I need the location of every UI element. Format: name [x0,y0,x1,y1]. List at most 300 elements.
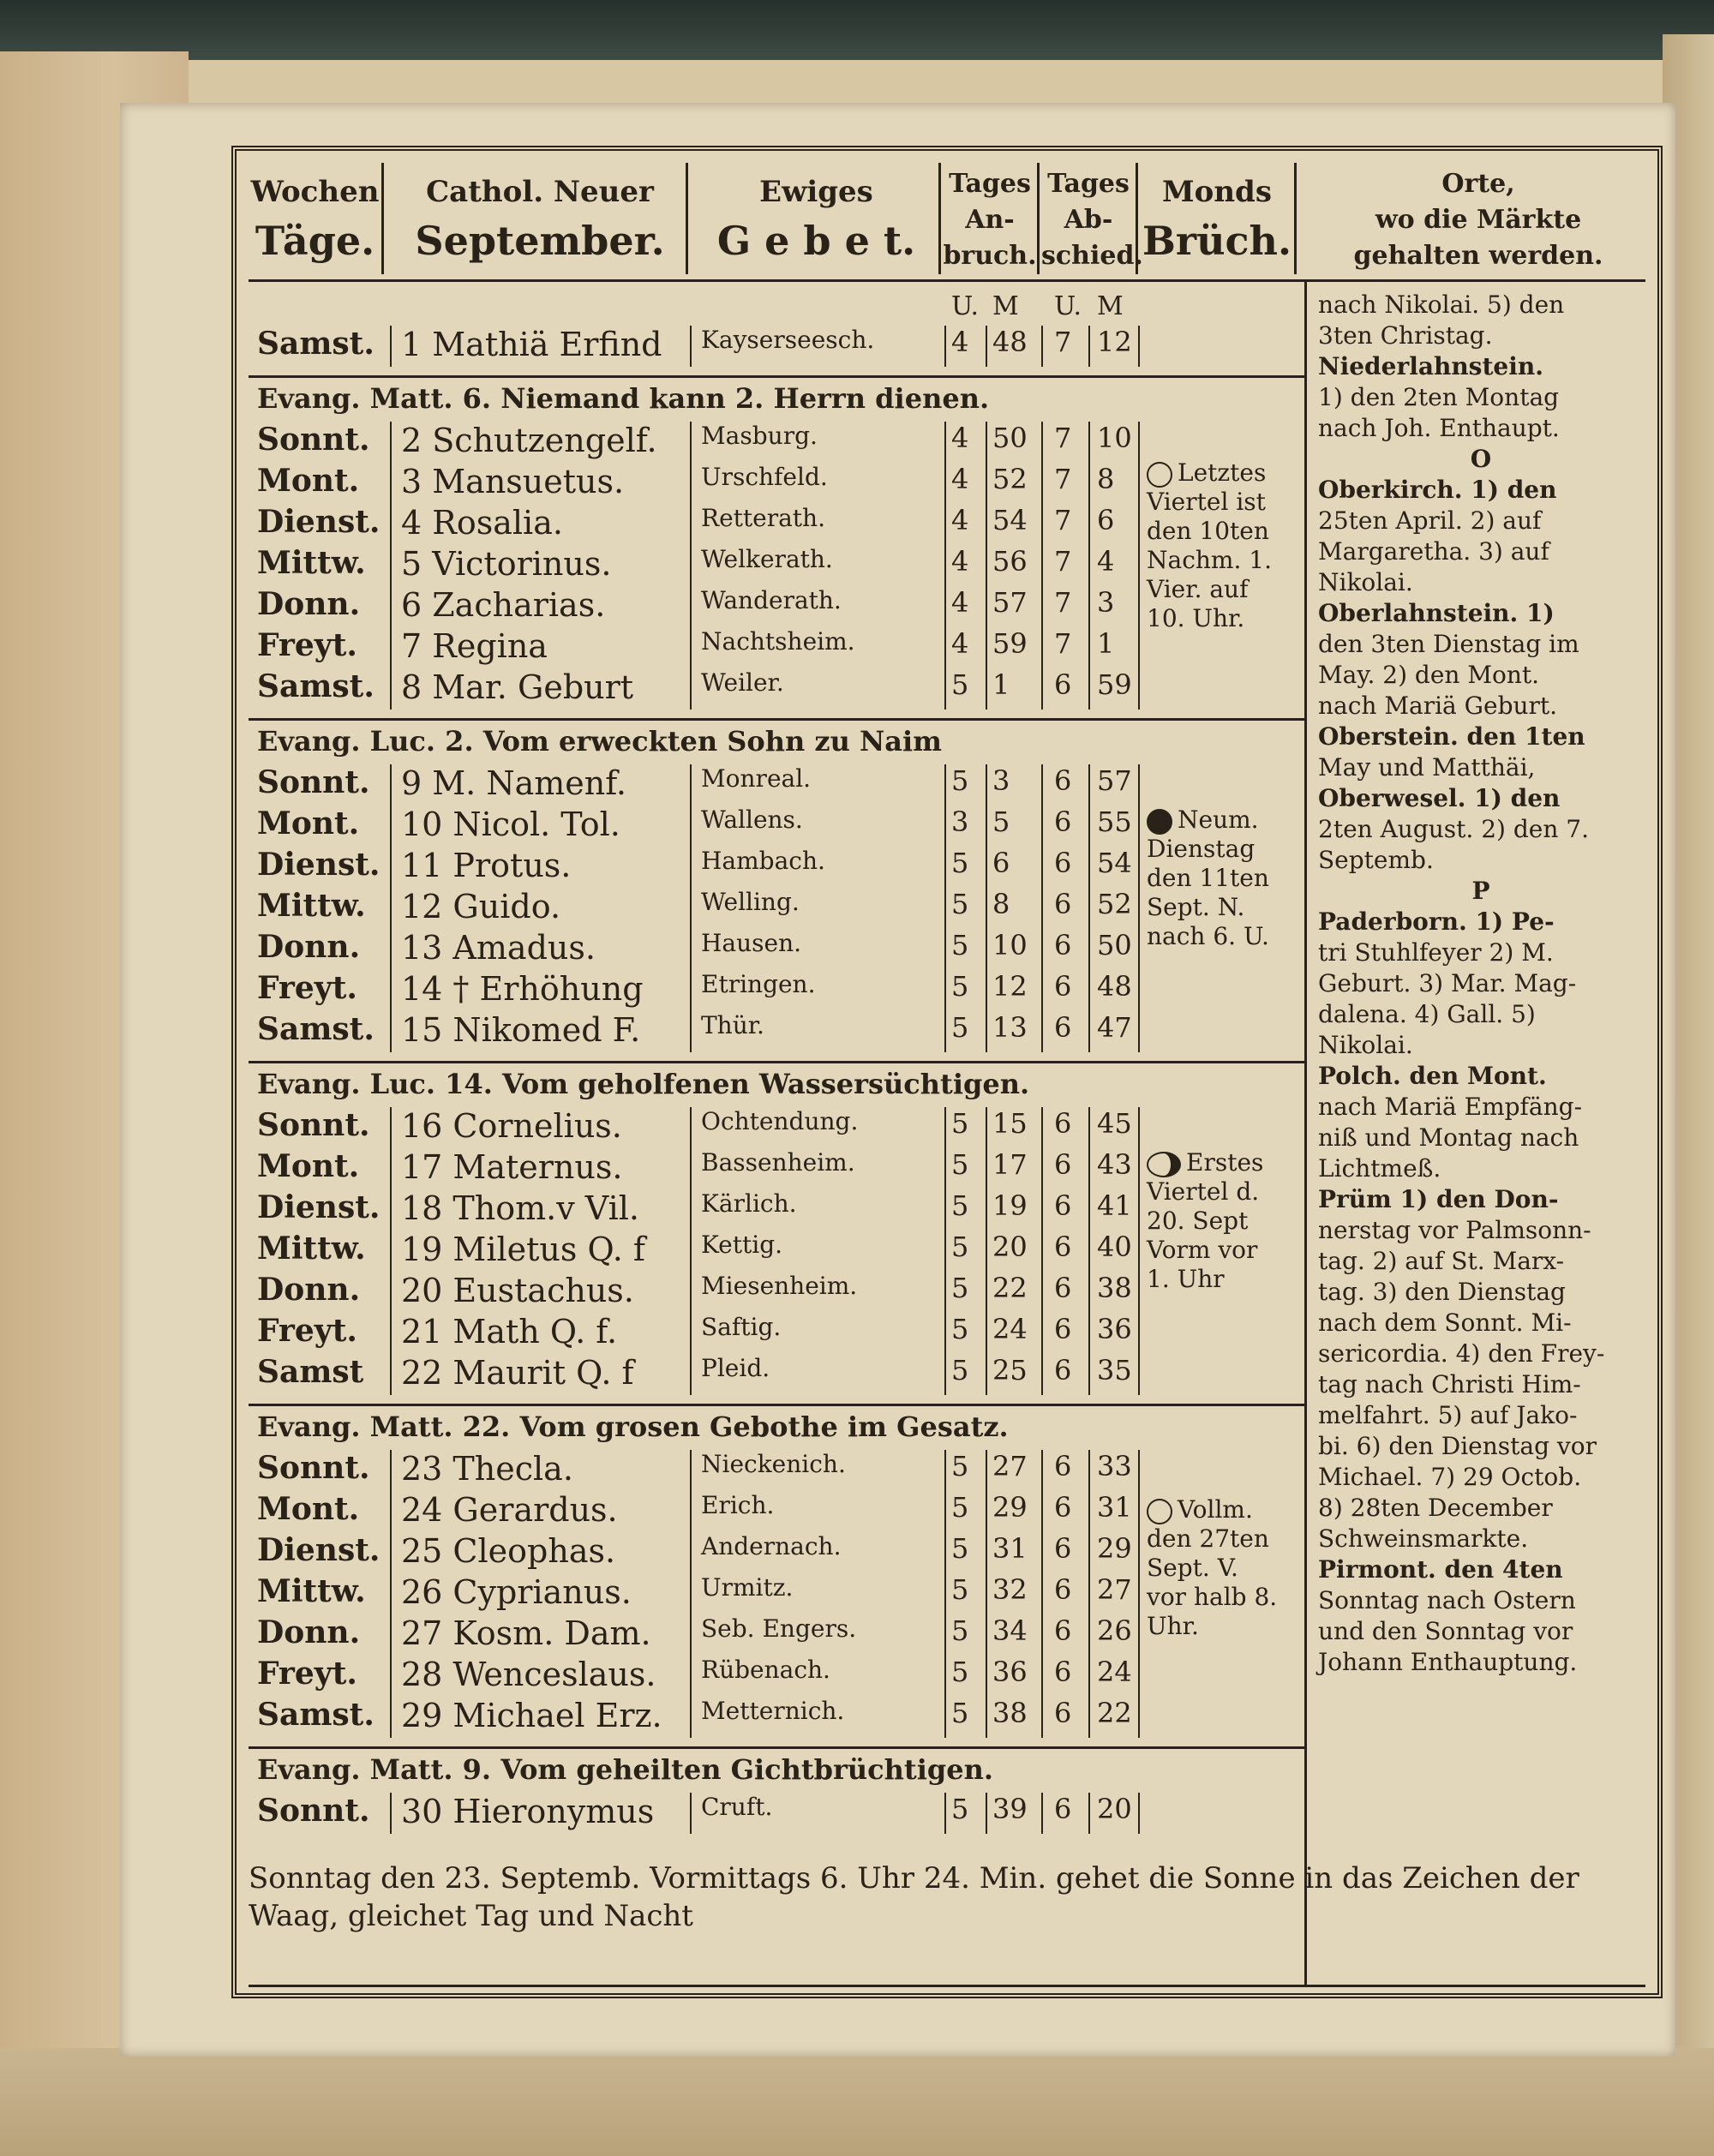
weekday: Sonnt. [257,1793,370,1829]
column-divider [1138,422,1140,463]
column-divider [690,1189,692,1231]
column-divider [1088,929,1090,970]
column-divider [986,627,987,668]
column-divider [1041,463,1043,504]
sunset-hour: 6 [1054,1189,1072,1222]
day-row [249,504,1303,545]
column-divider [390,1697,392,1738]
column-divider [390,463,392,504]
moon-text: vor halb 8. [1147,1583,1278,1611]
column-divider [1088,422,1090,463]
header-sunset [1041,163,1143,274]
header-moon-line2: Brüch. [1142,218,1292,264]
column-divider [1088,1697,1090,1738]
sunrise-minute: 10 [992,929,1028,961]
sunset-minute: 29 [1097,1532,1132,1565]
day-row [249,627,1303,668]
day-row [249,1532,1303,1573]
fair-text: melfahrt. 5) auf Jako- [1318,1401,1578,1429]
sunrise-hour: 5 [951,1107,969,1140]
prayer-place: Wanderath. [701,586,842,614]
sunset-hour: 6 [1054,1231,1072,1263]
moon-phase-first-quarter [1147,1148,1301,1294]
sunrise-minute: 15 [992,1107,1028,1140]
sunrise-minute: 17 [992,1148,1028,1181]
sunset-minute: 52 [1097,888,1132,920]
header-prayer-line1: Ewiges [759,175,873,209]
column-divider [1041,1491,1043,1532]
column-divider [1138,1532,1140,1573]
sunset-hour: 6 [1054,1491,1072,1524]
column-divider [690,929,692,970]
column-divider [390,1793,392,1834]
sunset-minute: 33 [1097,1450,1132,1482]
sunrise-hour: 5 [951,1189,969,1222]
fair-town: Pirmont. den 4ten [1318,1555,1563,1584]
fairs-section-letter: P [1471,877,1490,905]
sunrise-minute: 54 [992,504,1028,536]
weekday: Dienst. [257,1532,381,1568]
sunrise-minute: 38 [992,1697,1028,1729]
week-rule [249,375,1304,378]
column-divider [1138,1354,1140,1395]
day-row [249,463,1303,504]
gospel-line: Evang. Luc. 14. Vom geholfenen Wassersüchtigen. [257,1068,1030,1100]
column-divider [1088,545,1090,586]
column-divider [1088,847,1090,888]
column-divider [1138,504,1140,545]
fair-text: May und Matthäi, [1318,753,1536,782]
column-divider [390,1189,392,1231]
header-moon [1140,163,1297,274]
fair-text: 1) den 2ten Montag [1318,383,1560,411]
column-divider [944,1354,946,1395]
column-divider [1138,1231,1140,1272]
saint-name: 19 Miletus Q. f [401,1231,645,1268]
sunset-hour: 6 [1054,929,1072,961]
column-divider [690,326,692,367]
weekday: Mont. [257,806,360,841]
header-rule [249,279,1645,282]
sunset-minute: 55 [1097,806,1132,838]
saint-name: 3 Mansuetus. [401,463,625,500]
sunset-minute: 22 [1097,1697,1132,1729]
header-saints [394,163,688,274]
book-bottom-edge [0,2048,1714,2156]
saint-name: 6 Zacharias. [401,586,606,624]
day-row [249,1313,1303,1354]
prayer-place: Monreal. [701,764,812,793]
column-divider [690,1491,692,1532]
sunrise-hour: 5 [951,1313,969,1345]
moon-text: Vollm. [1178,1495,1253,1524]
fair-text: tri Stuhlfeyer 2) M. [1318,938,1554,967]
sunrise-minute: 19 [992,1189,1028,1222]
day-row [249,1793,1303,1834]
column-divider [1041,1189,1043,1231]
weekday: Dienst. [257,1189,381,1225]
header-sunset-line1: Tages [1047,169,1130,199]
sunrise-minute: 25 [992,1354,1028,1386]
sunrise-minute: 1 [992,668,1010,701]
column-divider [1041,1656,1043,1697]
sunset-minute: 4 [1097,545,1115,578]
sunset-minute: 27 [1097,1573,1132,1606]
fair-town: Oberstein. den 1ten [1318,722,1585,751]
column-divider [690,545,692,586]
saint-name: 11 Protus. [401,847,572,884]
fair-text: nach dem Sonnt. Mi- [1318,1309,1572,1337]
prayer-place: Seb. Engers. [701,1614,857,1643]
prayer-place: Hambach. [701,847,825,875]
column-divider [1088,586,1090,627]
column-divider [690,422,692,463]
column-divider [690,806,692,847]
fair-text: Septemb. [1318,846,1434,874]
fair-town: Oberlahnstein. 1) [1318,599,1555,627]
fair-text: nach Mariä Geburt. [1318,692,1558,720]
day-row [249,1656,1303,1697]
sunset-minute: 24 [1097,1656,1132,1688]
sunrise-hour: 5 [951,1656,969,1688]
column-divider [944,1148,946,1189]
column-divider [944,545,946,586]
sunrise-hour: 5 [951,1793,969,1825]
weekday: Mont. [257,1491,360,1527]
weekday: Freyt. [257,1313,357,1349]
saint-name: 26 Cyprianus. [401,1573,632,1611]
weekday: Freyt. [257,627,357,663]
column-divider [390,1354,392,1395]
fair-text: Sonntag nach Ostern [1318,1586,1576,1614]
column-divider [1088,1450,1090,1491]
column-divider [690,1793,692,1834]
fair-text: tag nach Christi Him- [1318,1370,1581,1398]
sunset-hour: 7 [1054,422,1072,454]
prayer-place: Urmitz. [701,1573,794,1602]
sunset-minute: 43 [1097,1148,1132,1181]
sunset-hour: 6 [1054,970,1072,1003]
saint-name: 10 Nicol. Tol. [401,806,620,843]
sunrise-minute: 13 [992,1011,1028,1044]
column-divider [986,764,987,806]
prayer-place: Urschfeld. [701,463,828,491]
fair-text: Nikolai. [1318,1031,1413,1059]
column-divider [986,463,987,504]
column-divider [1088,627,1090,668]
column-divider [1088,1231,1090,1272]
column-divider [1041,504,1043,545]
column-divider [1138,586,1140,627]
column-divider [690,1313,692,1354]
column-divider [1138,1793,1140,1834]
sunset-hour: 6 [1054,1107,1072,1140]
saint-name: 25 Cleophas. [401,1532,616,1570]
sunset-minute: 38 [1097,1272,1132,1304]
column-divider [944,1573,946,1614]
column-divider [390,1450,392,1491]
moon-text: den 27ten [1147,1524,1269,1553]
day-row [249,1148,1303,1189]
column-divider [1041,422,1043,463]
weekday: Sonnt. [257,422,370,458]
sunrise-minute: 3 [992,764,1010,797]
sunrise-hour: 5 [951,1573,969,1606]
column-divider [1041,1450,1043,1491]
fair-text: nach Nikolai. 5) den [1318,290,1565,319]
moon-text: Dienstag [1147,835,1256,863]
column-divider [690,463,692,504]
prayer-place: Nieckenich. [701,1450,846,1478]
day-row [249,586,1303,627]
fair-text: den 3ten Dienstag im [1318,630,1579,658]
sunset-minute: 40 [1097,1231,1132,1263]
prayer-place: Wallens. [701,806,803,834]
header-saints-line2: September. [415,218,665,264]
day-row [249,422,1303,463]
saint-name: 29 Michael Erz. [401,1697,662,1734]
day-row [249,1272,1303,1313]
day-row [249,1573,1303,1614]
day-row [249,1491,1303,1532]
moon-text: 20. Sept [1147,1207,1249,1235]
moon-text: Sept. N. [1147,893,1245,921]
column-divider [1088,1614,1090,1656]
column-divider [390,1656,392,1697]
column-divider [690,1450,692,1491]
column-divider [390,1107,392,1148]
column-divider [1088,668,1090,710]
prayer-place: Welling. [701,888,800,916]
column-divider [1088,1272,1090,1313]
fair-text: Margaretha. 3) auf [1318,537,1549,566]
weekday: Mont. [257,463,360,499]
column-divider [1041,668,1043,710]
column-divider [1041,929,1043,970]
sunset-hour: 6 [1054,847,1072,879]
fair-town: Niederlahnstein. [1318,352,1543,380]
sunset-minute: 48 [1097,970,1132,1003]
column-divider [944,1313,946,1354]
prayer-place: Metternich. [701,1697,845,1725]
fair-text: 8) 28ten December [1318,1494,1553,1522]
column-divider [690,1011,692,1052]
column-divider [944,970,946,1011]
column-divider [986,1354,987,1395]
unit-minute-sunset: M [1097,291,1124,321]
sunrise-minute: 22 [992,1272,1028,1304]
column-divider [1088,1011,1090,1052]
sunrise-hour: 4 [951,504,969,536]
sunset-minute: 12 [1097,326,1132,358]
weekday: Dienst. [257,504,381,540]
column-divider [1088,1532,1090,1573]
sunset-hour: 6 [1054,668,1072,701]
sunset-minute: 47 [1097,1011,1132,1044]
column-divider [690,1272,692,1313]
column-divider [1041,1697,1043,1738]
day-row [249,1354,1303,1395]
weekday: Samst [257,1354,364,1390]
column-divider [1138,463,1140,504]
column-divider [690,1354,692,1395]
column-divider [1138,764,1140,806]
column-divider [1088,888,1090,929]
week-rule [249,1404,1304,1406]
column-divider [986,1313,987,1354]
column-divider [390,929,392,970]
moon-text: Vier. auf [1147,575,1249,603]
sunset-hour: 7 [1054,627,1072,660]
moon-text: Vorm vor [1147,1236,1258,1264]
column-divider [1088,1656,1090,1697]
sunset-hour: 6 [1054,1614,1072,1647]
sunrise-minute: 6 [992,847,1010,879]
weekday: Freyt. [257,1656,357,1692]
prayer-place: Miesenheim. [701,1272,858,1300]
column-divider [944,1231,946,1272]
column-divider [1138,1697,1140,1738]
sunrise-hour: 5 [951,1450,969,1482]
column-divider [1041,1231,1043,1272]
saint-name: 28 Wenceslaus. [401,1656,656,1693]
column-divider [986,888,987,929]
column-divider [1138,1614,1140,1656]
sunset-hour: 6 [1054,764,1072,797]
fair-text: 3ten Christag. [1318,321,1493,350]
column-divider [690,504,692,545]
column-divider [944,1450,946,1491]
sunset-minute: 20 [1097,1793,1132,1825]
column-divider [1138,929,1140,970]
column-divider [1138,806,1140,847]
column-divider [390,422,392,463]
moon-text: 10. Uhr. [1147,604,1245,632]
column-divider [986,422,987,463]
saint-name: 8 Mar. Geburt [401,668,634,706]
header-sunrise-line2: An- [965,205,1015,235]
column-divider [986,326,987,367]
column-divider [1041,1354,1043,1395]
saint-name: 21 Math Q. f. [401,1313,618,1350]
moon-full-icon [1147,1499,1172,1524]
prayer-place: Erich. [701,1491,775,1519]
gospel-line: Evang. Matt. 6. Niemand kann 2. Herrn dienen. [257,382,990,415]
moon-text: Letztes [1178,458,1267,487]
book-cover-edge [0,0,1714,60]
fair-text: Schweinsmarkte. [1318,1524,1529,1553]
fair-text: 25ten April. 2) auf [1318,506,1542,535]
column-divider [1138,1313,1140,1354]
column-divider [1138,627,1140,668]
footer-note: Sonntag den 23. Septemb. Vormittags 6. Uhr 24. Min. gehet die Sonne in das Zeichen der Waag, gleichet Tag und Nacht [249,1861,1579,1933]
column-divider [1041,1793,1043,1834]
column-divider [690,1656,692,1697]
sunrise-hour: 5 [951,1011,969,1044]
sunrise-minute: 12 [992,970,1028,1003]
column-divider [1041,586,1043,627]
sunrise-hour: 5 [951,888,969,920]
column-divider [1088,326,1090,367]
prayer-place: Nachtsheim. [701,627,855,656]
unit-hour-sunset: U. [1054,291,1082,321]
column-divider [944,422,946,463]
sunrise-hour: 5 [951,1532,969,1565]
fair-text: Michael. 7) 29 Octob. [1318,1463,1582,1491]
saint-name: 17 Maternus. [401,1148,623,1186]
fair-town: Prüm 1) den Don- [1318,1185,1559,1213]
column-divider [1138,970,1140,1011]
sunset-hour: 6 [1054,1354,1072,1386]
column-divider [986,586,987,627]
column-divider [690,1573,692,1614]
column-divider [944,1011,946,1052]
column-divider [690,1614,692,1656]
column-divider [944,847,946,888]
header-sunrise-line3: bruch. [943,241,1037,271]
sunset-hour: 6 [1054,1697,1072,1729]
header-moon-line1: Monds [1162,175,1272,209]
prayer-place: Thür. [701,1011,764,1039]
sunrise-hour: 4 [951,586,969,619]
weekday: Freyt. [257,970,357,1006]
column-divider [390,1532,392,1573]
sunrise-minute: 52 [992,463,1028,495]
saint-name: 4 Rosalia. [401,504,563,542]
column-divider [1088,1148,1090,1189]
sunrise-hour: 5 [951,929,969,961]
column-divider [1041,806,1043,847]
saint-name: 5 Victorinus. [401,545,612,583]
sunrise-minute: 20 [992,1231,1028,1263]
sunset-minute: 35 [1097,1354,1132,1386]
sunrise-minute: 57 [992,586,1028,619]
sunrise-hour: 5 [951,1354,969,1386]
sunset-hour: 6 [1054,888,1072,920]
column-divider [390,504,392,545]
sunset-hour: 6 [1054,1656,1072,1688]
sunset-hour: 6 [1054,1532,1072,1565]
prayer-place: Cruft. [701,1793,773,1821]
gospel-line: Evang. Matt. 9. Vom geheilten Gichtbrüchtigen. [257,1753,993,1786]
fair-text: Lichtmeß. [1318,1154,1441,1183]
weekday: Dienst. [257,847,381,883]
moon-text: Nachm. 1. [1147,546,1272,574]
moon-phase-full-moon [1147,1495,1301,1641]
column-divider [1088,1491,1090,1532]
sunrise-hour: 5 [951,847,969,879]
sunrise-minute: 8 [992,888,1010,920]
column-divider [1138,847,1140,888]
prayer-place: Etringen. [701,970,816,998]
weekday: Mont. [257,1148,360,1184]
sunrise-minute: 50 [992,422,1028,454]
sunset-minute: 50 [1097,929,1132,961]
sunrise-hour: 5 [951,764,969,797]
column-divider [1041,326,1043,367]
day-row [249,1231,1303,1272]
column-divider [390,627,392,668]
sunset-minute: 10 [1097,422,1132,454]
fair-text: nach Mariä Empfäng- [1318,1093,1583,1121]
column-divider [1138,668,1140,710]
column-divider [390,1491,392,1532]
prayer-place: Pleid. [701,1354,770,1382]
sunset-hour: 6 [1054,1011,1072,1044]
sunset-hour: 7 [1054,545,1072,578]
day-row [249,668,1303,710]
gospel-line: Evang. Luc. 2. Vom erweckten Sohn zu Naim [257,725,942,758]
